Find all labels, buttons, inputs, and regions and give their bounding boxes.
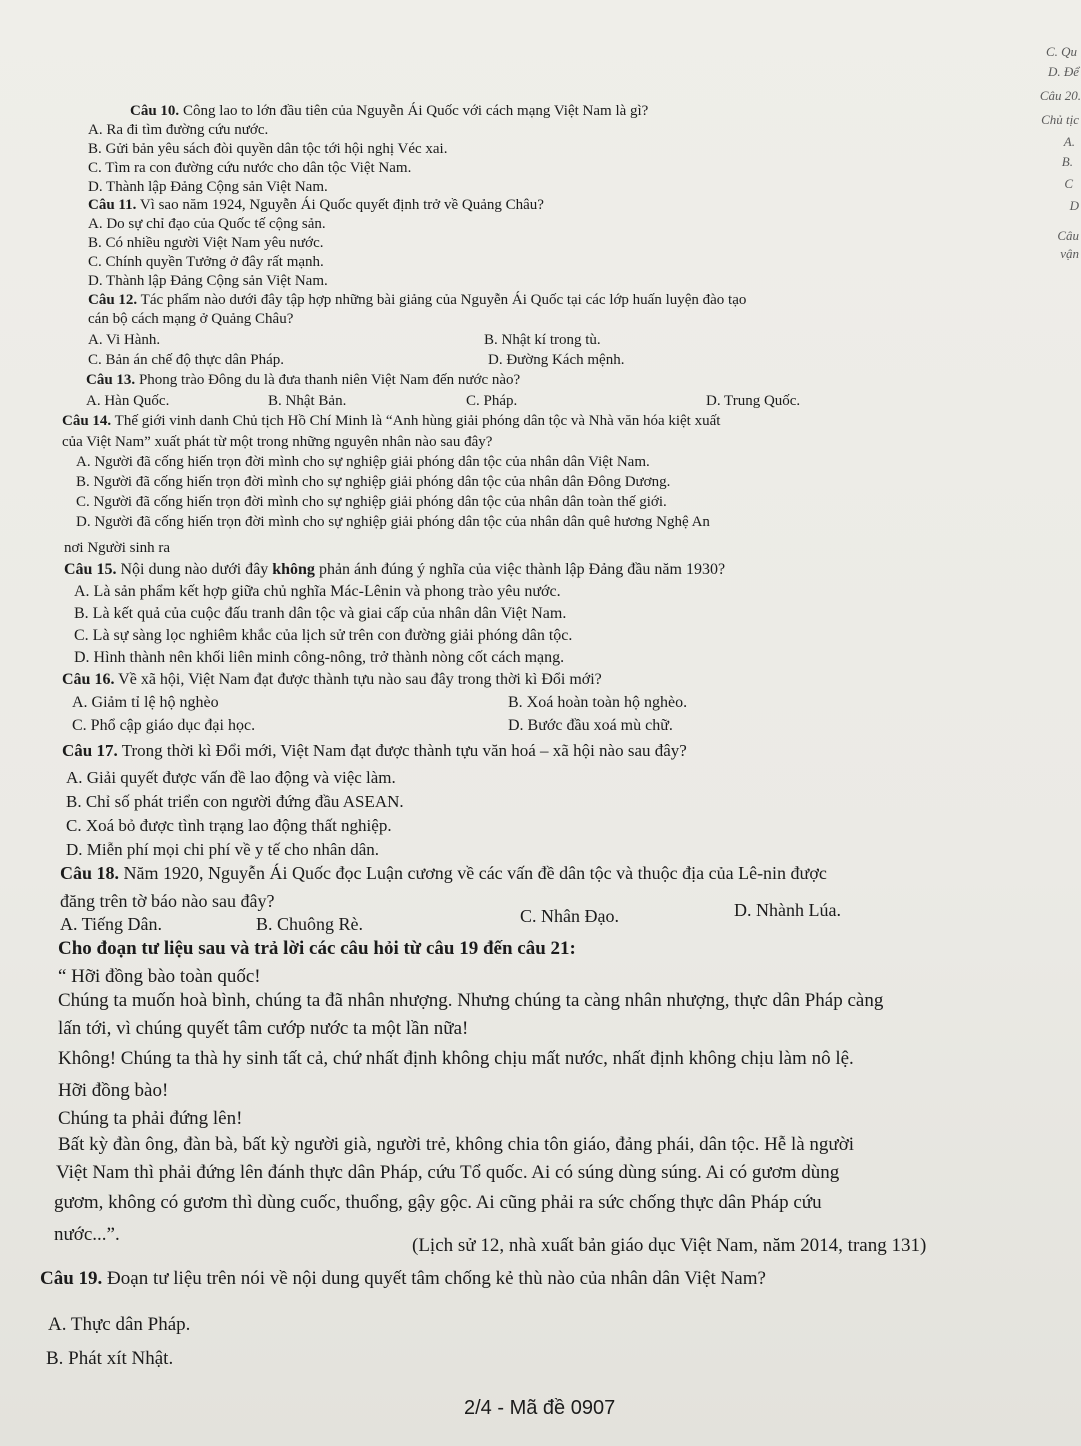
q13-option-a[interactable]: A. Hàn Quốc. xyxy=(86,393,170,409)
question-15-stem: Câu 15. Nội dung nào dưới đây không phản ánh đúng ý nghĩa của việc thành lập Đảng đầu năm 1930? xyxy=(64,561,726,578)
q16-option-c[interactable]: C. Phổ cập giáo dục đại học. xyxy=(72,717,256,734)
q10-option-b[interactable]: B. Gửi bản yêu sách đòi quyền dân tộc tới hội nghị Véc xai. xyxy=(88,141,448,157)
passage-line: nước...”. xyxy=(54,1224,120,1245)
q14-option-a[interactable]: A. Người đã cống hiến trọn đời mình cho sự nghiệp giải phóng dân tộc của nhân dân Việt Nam. xyxy=(76,454,650,470)
passage-line: Bất kỳ đàn ông, đàn bà, bất kỳ người già, người trẻ, không chia tôn giáo, đảng phái, dân tộc. Hễ là người xyxy=(58,1134,855,1155)
question-18-stem-cont: đăng trên tờ báo nào sau đây? xyxy=(60,891,275,911)
q19-option-b[interactable]: B. Phát xít Nhật. xyxy=(46,1348,174,1369)
q19-option-a[interactable]: A. Thực dân Pháp. xyxy=(48,1314,191,1335)
question-11-stem: Câu 11. Vì sao năm 1924, Nguyễn Ái Quốc quyết định trở về Quảng Châu? xyxy=(88,197,544,213)
q12-option-d[interactable]: D. Đường Kách mệnh. xyxy=(488,352,625,368)
q16-option-d[interactable]: D. Bước đầu xoá mù chữ. xyxy=(508,717,673,734)
passage-source: (Lịch sử 12, nhà xuất bản giáo dục Việt Nam, năm 2014, trang 131) xyxy=(412,1235,927,1256)
passage-line: Không! Chúng ta thà hy sinh tất cả, chứ nhất định không chịu mất nước, nhất định không chịu làm nô lệ. xyxy=(58,1048,854,1069)
question-13-stem: Câu 13. Phong trào Đông du là đưa thanh niên Việt Nam đến nước nào? xyxy=(86,372,521,388)
q12-option-a[interactable]: A. Vi Hành. xyxy=(88,332,161,348)
q12-option-b[interactable]: B. Nhật kí trong tù. xyxy=(484,332,601,348)
question-19-stem: Câu 19. Đoạn tư liệu trên nói về nội dung quyết tâm chống kẻ thù nào của nhân dân Việt Nam? xyxy=(40,1268,766,1289)
q17-option-a[interactable]: A. Giải quyết được vấn đề lao động và việc làm. xyxy=(66,768,396,787)
edge-fragment: A. xyxy=(1063,134,1075,149)
q11-option-c[interactable]: C. Chính quyền Tưởng ở đây rất mạnh. xyxy=(88,254,324,270)
passage-line: Việt Nam thì phải đứng lên đánh thực dân Pháp, cứu Tổ quốc. Ai có súng dùng súng. Ai có gươm dùng xyxy=(56,1162,840,1183)
edge-fragment: C xyxy=(1064,176,1073,191)
q10-option-a[interactable]: A. Ra đi tìm đường cứu nước. xyxy=(88,122,269,138)
edge-fragment: vận xyxy=(1060,246,1079,261)
q15-option-b[interactable]: B. Là kết quả của cuộc đấu tranh dân tộc và giai cấp của nhân dân Việt Nam. xyxy=(74,605,567,622)
question-12-stem: Câu 12. Tác phẩm nào dưới đây tập hợp những bài giảng của Nguyễn Ái Quốc tại các lớp huấn luyện đào tạo xyxy=(88,292,747,308)
question-14-stem-cont: của Việt Nam” xuất phát từ một trong những nguyên nhân nào sau đây? xyxy=(62,434,493,450)
passage-instruction: Cho đoạn tư liệu sau và trả lời các câu hỏi từ câu 19 đến câu 21: xyxy=(58,938,576,959)
edge-fragment: Chủ tịc xyxy=(1041,112,1079,127)
passage-line: Hỡi đồng bào! xyxy=(58,1080,169,1101)
question-16-stem: Câu 16. Về xã hội, Việt Nam đạt được thành tựu nào sau đây trong thời kì Đổi mới? xyxy=(62,671,602,688)
question-14-stem: Câu 14. Thế giới vinh danh Chủ tịch Hồ Chí Minh là “Anh hùng giải phóng dân tộc và Nhà văn hóa kiệt xuất xyxy=(62,413,721,429)
passage-line: Chúng ta phải đứng lên! xyxy=(58,1108,243,1129)
edge-fragment: Câu 20. xyxy=(1039,88,1081,103)
q16-option-a[interactable]: A. Giảm tỉ lệ hộ nghèo xyxy=(72,694,219,711)
q14-option-b[interactable]: B. Người đã cống hiến trọn đời mình cho sự nghiệp giải phóng dân tộc của nhân dân Đông Dương. xyxy=(76,474,671,490)
q11-option-d[interactable]: D. Thành lập Đảng Cộng sản Việt Nam. xyxy=(88,273,328,289)
question-17-stem: Câu 17. Trong thời kì Đổi mới, Việt Nam đạt được thành tựu văn hoá – xã hội nào sau đây? xyxy=(62,741,687,760)
q12-option-c[interactable]: C. Bản án chế độ thực dân Pháp. xyxy=(88,352,285,368)
q16-option-b[interactable]: B. Xoá hoàn toàn hộ nghèo. xyxy=(508,694,688,711)
q15-option-d[interactable]: D. Hình thành nên khối liên minh công-nông, trở thành nòng cốt cách mạng. xyxy=(74,649,565,666)
q14-option-d-cont: nơi Người sinh ra xyxy=(64,540,171,556)
q18-option-a[interactable]: A. Tiếng Dân. xyxy=(60,914,163,934)
q11-option-a[interactable]: A. Do sự chỉ đạo của Quốc tế cộng sản. xyxy=(88,216,326,232)
passage-line: Chúng ta muốn hoà bình, chúng ta đã nhân nhượng. Nhưng chúng ta càng nhân nhượng, thực dân Pháp càng xyxy=(58,990,884,1011)
q18-option-b[interactable]: B. Chuông Rè. xyxy=(256,914,364,934)
q18-option-d[interactable]: D. Nhành Lúa. xyxy=(734,900,841,920)
q17-option-b[interactable]: B. Chỉ số phát triển con người đứng đầu ASEAN. xyxy=(66,792,404,811)
q10-option-d[interactable]: D. Thành lập Đảng Cộng sản Việt Nam. xyxy=(88,179,328,195)
passage-line: “ Hỡi đồng bào toàn quốc! xyxy=(58,966,261,987)
edge-fragment: C. Qu xyxy=(1045,44,1077,59)
edge-fragment: D. Để xyxy=(1047,64,1079,79)
q13-option-d[interactable]: D. Trung Quốc. xyxy=(706,393,801,409)
q10-option-c[interactable]: C. Tìm ra con đường cứu nước cho dân tộc Việt Nam. xyxy=(88,160,412,176)
q13-option-c[interactable]: C. Pháp. xyxy=(466,393,518,409)
adjacent-page-fragments xyxy=(1035,30,1081,290)
q14-option-c[interactable]: C. Người đã cống hiến trọn đời mình cho sự nghiệp giải phóng dân tộc của nhân dân toàn thế giới. xyxy=(76,494,667,510)
edge-fragment: B. xyxy=(1061,154,1073,169)
q17-option-c[interactable]: C. Xoá bỏ được tình trạng lao động thất nghiệp. xyxy=(66,816,392,835)
passage-line: gươm, không có gươm thì dùng cuốc, thuổng, gậy gộc. Ai cũng phải ra sức chống thực dân Pháp cứu xyxy=(54,1192,822,1213)
q13-option-b[interactable]: B. Nhật Bản. xyxy=(268,393,347,409)
passage-line: lấn tới, vì chúng quyết tâm cướp nước ta một lần nữa! xyxy=(58,1018,469,1039)
q15-option-a[interactable]: A. Là sản phẩm kết hợp giữa chủ nghĩa Mác-Lênin và phong trào yêu nước. xyxy=(74,583,561,600)
q11-option-b[interactable]: B. Có nhiều người Việt Nam yêu nước. xyxy=(88,235,324,251)
q14-option-d[interactable]: D. Người đã cống hiến trọn đời mình cho sự nghiệp giải phóng dân tộc của nhân dân quê hương Nghệ An xyxy=(76,514,710,530)
question-12-stem-cont: cán bộ cách mạng ở Quảng Châu? xyxy=(88,311,294,327)
q18-option-c[interactable]: C. Nhân Đạo. xyxy=(520,906,619,926)
q17-option-d[interactable]: D. Miễn phí mọi chi phí về y tế cho nhân dân. xyxy=(66,840,380,859)
q15-option-c[interactable]: C. Là sự sàng lọc nghiêm khắc của lịch sử trên con đường giải phóng dân tộc. xyxy=(74,627,573,644)
question-18-stem: Câu 18. Năm 1920, Nguyễn Ái Quốc đọc Luận cương về các vấn đề dân tộc và thuộc địa của Lê-nin được xyxy=(60,863,827,883)
question-10-stem: Câu 10. Công lao to lớn đầu tiên của Nguyễn Ái Quốc với cách mạng Việt Nam là gì? xyxy=(130,103,649,119)
edge-fragment: D xyxy=(1069,198,1079,213)
edge-fragment: Câu xyxy=(1057,228,1079,243)
page-footer: 2/4 - Mã đề 0907 xyxy=(464,1397,616,1419)
